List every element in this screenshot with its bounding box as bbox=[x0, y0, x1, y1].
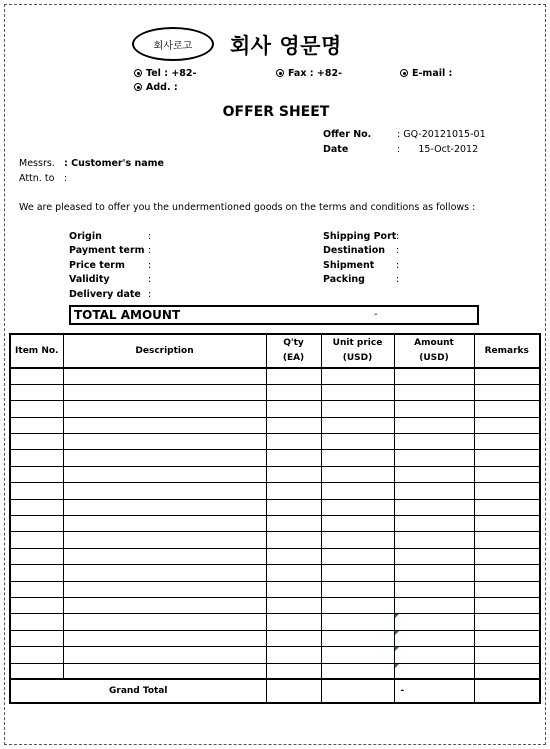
cell-description[interactable] bbox=[63, 466, 266, 482]
cell-unit-price[interactable] bbox=[321, 368, 394, 384]
total-amount-box bbox=[69, 305, 479, 325]
table-row bbox=[10, 614, 540, 630]
messrs-value: : Customer's name bbox=[64, 158, 164, 169]
cell-qty[interactable] bbox=[266, 384, 321, 400]
table-row bbox=[10, 516, 540, 532]
cell-qty[interactable] bbox=[266, 499, 321, 515]
date-label: Date bbox=[323, 144, 349, 155]
cell-amount[interactable] bbox=[394, 597, 474, 613]
cell-amount[interactable] bbox=[394, 384, 474, 400]
grand-total-row bbox=[10, 679, 540, 703]
col-qty: Q'ty (EA) bbox=[266, 334, 321, 368]
table-row bbox=[10, 597, 540, 613]
table-row bbox=[10, 630, 540, 646]
cell-item-no[interactable] bbox=[10, 581, 63, 597]
col-description: Description bbox=[63, 334, 266, 368]
address-field: Add. : bbox=[134, 82, 178, 93]
cell-unit-price[interactable] bbox=[321, 597, 394, 613]
cell-qty[interactable] bbox=[266, 548, 321, 564]
term-label: Delivery date bbox=[69, 289, 141, 300]
cell-description[interactable] bbox=[63, 565, 266, 581]
term-label: Payment term bbox=[69, 245, 145, 256]
cell-item-no[interactable] bbox=[10, 368, 63, 384]
table-row bbox=[10, 401, 540, 417]
company-name: 회사 영문명 bbox=[230, 34, 342, 58]
cell-unit-price[interactable] bbox=[321, 434, 394, 450]
cell-description[interactable] bbox=[63, 647, 266, 663]
term-value: : bbox=[148, 231, 152, 242]
cell-qty[interactable] bbox=[266, 466, 321, 482]
cell-amount[interactable] bbox=[394, 450, 474, 466]
grand-total-qty bbox=[266, 679, 321, 703]
cell-description[interactable] bbox=[63, 581, 266, 597]
company-logo bbox=[132, 27, 214, 61]
cell-description[interactable] bbox=[63, 516, 266, 532]
cell-amount[interactable] bbox=[394, 483, 474, 499]
cell-remarks[interactable] bbox=[474, 597, 540, 613]
term-label: Packing bbox=[323, 274, 365, 285]
cell-unit-price[interactable] bbox=[321, 647, 394, 663]
cell-amount[interactable] bbox=[394, 630, 474, 646]
term-value: : bbox=[396, 231, 400, 242]
table-header-row bbox=[10, 334, 540, 368]
cell-amount[interactable] bbox=[394, 516, 474, 532]
cell-item-no[interactable] bbox=[10, 614, 63, 630]
term-value: : bbox=[396, 245, 400, 256]
fax-field: Fax : +82- bbox=[276, 68, 342, 79]
cell-description[interactable] bbox=[63, 532, 266, 548]
offer-no-value: : GQ-20121015-01 bbox=[397, 129, 486, 140]
grand-total-amount: - bbox=[394, 679, 474, 703]
cell-remarks[interactable] bbox=[474, 647, 540, 663]
cell-description[interactable] bbox=[63, 434, 266, 450]
bullet-icon bbox=[400, 69, 408, 77]
cell-unit-price[interactable] bbox=[321, 516, 394, 532]
cell-item-no[interactable] bbox=[10, 450, 63, 466]
table-row bbox=[10, 647, 540, 663]
table-row bbox=[10, 499, 540, 515]
cell-item-no[interactable] bbox=[10, 532, 63, 548]
cell-unit-price[interactable] bbox=[321, 499, 394, 515]
cell-unit-price[interactable] bbox=[321, 384, 394, 400]
cell-remarks[interactable] bbox=[474, 499, 540, 515]
cell-qty[interactable] bbox=[266, 597, 321, 613]
term-value: : bbox=[148, 260, 152, 271]
total-amount-value: - bbox=[374, 309, 378, 320]
cell-amount[interactable] bbox=[394, 647, 474, 663]
intro-text: We are pleased to offer you the undermentioned goods on the terms and conditions as follows : bbox=[19, 202, 476, 213]
term-label: Price term bbox=[69, 260, 125, 271]
cell-description[interactable] bbox=[63, 417, 266, 433]
cell-item-no[interactable] bbox=[10, 630, 63, 646]
table-row bbox=[10, 548, 540, 564]
term-value: : bbox=[148, 289, 152, 300]
table-body bbox=[10, 368, 540, 679]
cell-qty[interactable] bbox=[266, 630, 321, 646]
cell-remarks[interactable] bbox=[474, 434, 540, 450]
bullet-icon bbox=[134, 83, 142, 91]
term-value: : bbox=[148, 274, 152, 285]
attn-label: Attn. to bbox=[19, 173, 55, 184]
cell-unit-price[interactable] bbox=[321, 466, 394, 482]
cell-description[interactable] bbox=[63, 630, 266, 646]
col-unit-price: Unit price (USD) bbox=[321, 334, 394, 368]
attn-value: : bbox=[64, 173, 68, 184]
cell-description[interactable] bbox=[63, 499, 266, 515]
cell-item-no[interactable] bbox=[10, 384, 63, 400]
cell-item-no[interactable] bbox=[10, 565, 63, 581]
cell-unit-price[interactable] bbox=[321, 581, 394, 597]
term-label: Origin bbox=[69, 231, 102, 242]
cell-qty[interactable] bbox=[266, 516, 321, 532]
bullet-icon bbox=[134, 69, 142, 77]
cell-remarks[interactable] bbox=[474, 663, 540, 679]
cell-unit-price[interactable] bbox=[321, 565, 394, 581]
cell-amount[interactable] bbox=[394, 581, 474, 597]
cell-qty[interactable] bbox=[266, 647, 321, 663]
cell-amount[interactable] bbox=[394, 565, 474, 581]
cell-amount[interactable] bbox=[394, 401, 474, 417]
cell-item-no[interactable] bbox=[10, 466, 63, 482]
cell-description[interactable] bbox=[63, 384, 266, 400]
cell-amount[interactable] bbox=[394, 434, 474, 450]
col-remarks: Remarks bbox=[474, 334, 540, 368]
cell-unit-price[interactable] bbox=[321, 548, 394, 564]
table-row bbox=[10, 434, 540, 450]
cell-description[interactable] bbox=[63, 597, 266, 613]
cell-item-no[interactable] bbox=[10, 663, 63, 679]
total-amount-label: TOTAL AMOUNT bbox=[74, 308, 181, 322]
date-value: : 15-Oct-2012 bbox=[397, 144, 479, 155]
cell-amount[interactable] bbox=[394, 417, 474, 433]
cell-item-no[interactable] bbox=[10, 548, 63, 564]
cell-remarks[interactable] bbox=[474, 532, 540, 548]
grand-total-remarks bbox=[474, 679, 540, 703]
cell-item-no[interactable] bbox=[10, 647, 63, 663]
cell-remarks[interactable] bbox=[474, 483, 540, 499]
bullet-icon bbox=[276, 69, 284, 77]
table-row bbox=[10, 483, 540, 499]
cell-unit-price[interactable] bbox=[321, 630, 394, 646]
items-table bbox=[9, 333, 541, 704]
cell-description[interactable] bbox=[63, 368, 266, 384]
cell-item-no[interactable] bbox=[10, 401, 63, 417]
cell-remarks[interactable] bbox=[474, 401, 540, 417]
tel-field: Tel : +82- bbox=[134, 68, 196, 79]
term-label: Destination bbox=[323, 245, 386, 256]
cell-qty[interactable] bbox=[266, 417, 321, 433]
cell-unit-price[interactable] bbox=[321, 532, 394, 548]
cell-remarks[interactable] bbox=[474, 548, 540, 564]
table-row bbox=[10, 581, 540, 597]
table-row bbox=[10, 565, 540, 581]
cell-unit-price[interactable] bbox=[321, 450, 394, 466]
cell-remarks[interactable] bbox=[474, 614, 540, 630]
cell-remarks[interactable] bbox=[474, 630, 540, 646]
messrs-label: Messrs. bbox=[19, 158, 55, 169]
cell-qty[interactable] bbox=[266, 434, 321, 450]
cell-item-no[interactable] bbox=[10, 499, 63, 515]
cell-amount[interactable] bbox=[394, 499, 474, 515]
document-title: OFFER SHEET bbox=[222, 104, 330, 120]
cell-remarks[interactable] bbox=[474, 516, 540, 532]
table-row bbox=[10, 532, 540, 548]
cell-item-no[interactable] bbox=[10, 417, 63, 433]
grand-total-unit-price bbox=[321, 679, 394, 703]
cell-remarks[interactable] bbox=[474, 384, 540, 400]
table-row bbox=[10, 384, 540, 400]
cell-unit-price[interactable] bbox=[321, 417, 394, 433]
cell-description[interactable] bbox=[63, 483, 266, 499]
table-row bbox=[10, 663, 540, 679]
cell-item-no[interactable] bbox=[10, 597, 63, 613]
cell-unit-price[interactable] bbox=[321, 483, 394, 499]
offer-no-label: Offer No. bbox=[323, 129, 372, 140]
col-item-no: Item No. bbox=[10, 334, 63, 368]
cell-qty[interactable] bbox=[266, 565, 321, 581]
grand-total-label: Grand Total bbox=[10, 679, 266, 703]
cell-amount[interactable] bbox=[394, 663, 474, 679]
cell-qty[interactable] bbox=[266, 581, 321, 597]
term-value: : bbox=[148, 245, 152, 256]
term-value: : bbox=[396, 274, 400, 285]
logo-text: 회사로고 bbox=[153, 40, 193, 52]
cell-qty[interactable] bbox=[266, 663, 321, 679]
term-label: Shipment bbox=[323, 260, 375, 271]
cell-remarks[interactable] bbox=[474, 450, 540, 466]
col-amount: Amount (USD) bbox=[394, 334, 474, 368]
cell-qty[interactable] bbox=[266, 401, 321, 417]
email-field: E-mail : bbox=[400, 68, 452, 79]
cell-item-no[interactable] bbox=[10, 483, 63, 499]
cell-remarks[interactable] bbox=[474, 466, 540, 482]
cell-remarks[interactable] bbox=[474, 368, 540, 384]
cell-amount[interactable] bbox=[394, 368, 474, 384]
cell-amount[interactable] bbox=[394, 548, 474, 564]
cell-qty[interactable] bbox=[266, 450, 321, 466]
cell-description[interactable] bbox=[63, 548, 266, 564]
cell-amount[interactable] bbox=[394, 466, 474, 482]
cell-qty[interactable] bbox=[266, 368, 321, 384]
cell-item-no[interactable] bbox=[10, 434, 63, 450]
cell-qty[interactable] bbox=[266, 483, 321, 499]
cell-item-no[interactable] bbox=[10, 516, 63, 532]
cell-description[interactable] bbox=[63, 450, 266, 466]
cell-unit-price[interactable] bbox=[321, 614, 394, 630]
cell-amount[interactable] bbox=[394, 532, 474, 548]
cell-remarks[interactable] bbox=[474, 581, 540, 597]
table-row bbox=[10, 450, 540, 466]
cell-remarks[interactable] bbox=[474, 565, 540, 581]
cell-qty[interactable] bbox=[266, 614, 321, 630]
cell-unit-price[interactable] bbox=[321, 401, 394, 417]
cell-description[interactable] bbox=[63, 401, 266, 417]
table-row bbox=[10, 466, 540, 482]
table-row bbox=[10, 417, 540, 433]
cell-remarks[interactable] bbox=[474, 417, 540, 433]
cell-description[interactable] bbox=[63, 663, 266, 679]
cell-description[interactable] bbox=[63, 614, 266, 630]
cell-qty[interactable] bbox=[266, 532, 321, 548]
cell-amount[interactable] bbox=[394, 614, 474, 630]
term-value: : bbox=[396, 260, 400, 271]
cell-unit-price[interactable] bbox=[321, 663, 394, 679]
table-row bbox=[10, 368, 540, 384]
term-label: Shipping Port bbox=[323, 231, 397, 242]
term-label: Validity bbox=[69, 274, 110, 285]
